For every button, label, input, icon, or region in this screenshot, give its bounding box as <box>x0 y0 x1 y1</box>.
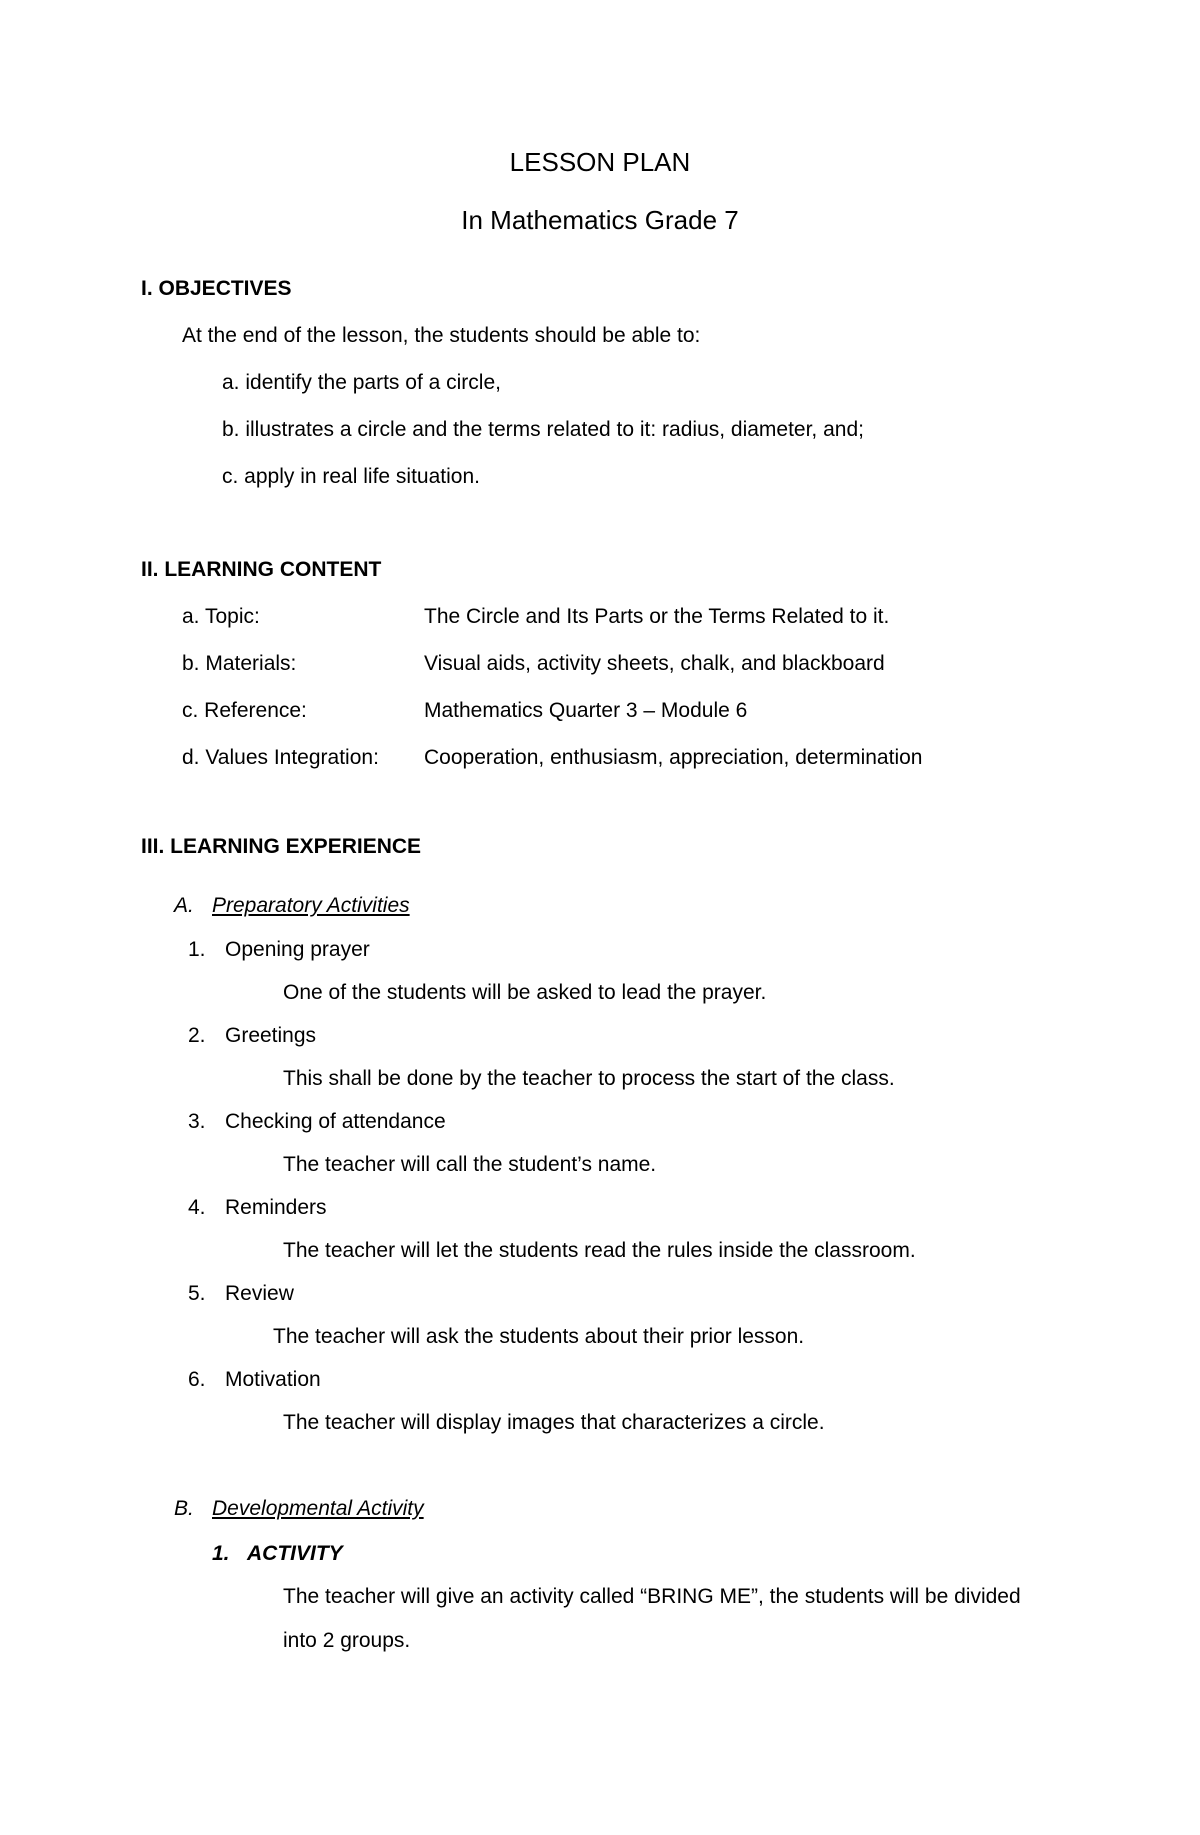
objective-item: b. illustrates a circle and the terms related to it: radius, diameter, and; <box>222 418 864 441</box>
activity-number: 4. <box>188 1196 206 1219</box>
objective-item: a. identify the parts of a circle, <box>222 371 501 394</box>
activity-number: 1. <box>188 938 206 961</box>
activity-number: 1. <box>212 1542 230 1565</box>
activity-title: Reminders <box>225 1196 327 1219</box>
activity-detail: One of the students will be asked to lead the prayer. <box>283 981 767 1004</box>
learning-content-heading: II. LEARNING CONTENT <box>141 558 382 581</box>
activity-detail: The teacher will display images that characterizes a circle. <box>283 1411 825 1434</box>
objective-item: c. apply in real life situation. <box>222 465 480 488</box>
activity-title: Opening prayer <box>225 938 370 961</box>
document-title: LESSON PLAN <box>509 147 691 177</box>
content-value-materials: Visual aids, activity sheets, chalk, and blackboard <box>424 652 885 675</box>
activity-number: 5. <box>188 1282 206 1305</box>
objectives-heading: I. OBJECTIVES <box>141 277 292 300</box>
content-value-reference: Mathematics Quarter 3 – Module 6 <box>424 699 748 722</box>
section-a-letter: A. <box>174 894 194 917</box>
content-label-topic: a. Topic: <box>182 605 260 628</box>
activity-detail: This shall be done by the teacher to process the start of the class. <box>283 1067 895 1090</box>
activity-number: 3. <box>188 1110 206 1133</box>
activity-number: 2. <box>188 1024 206 1047</box>
document-subtitle: In Mathematics Grade 7 <box>461 205 739 235</box>
activity-number: 6. <box>188 1368 206 1391</box>
content-label-reference: c. Reference: <box>182 699 307 722</box>
content-value-topic: The Circle and Its Parts or the Terms Related to it. <box>424 605 890 628</box>
learning-experience-heading: III. LEARNING EXPERIENCE <box>141 835 422 858</box>
activity-detail: The teacher will call the student’s name. <box>283 1153 657 1176</box>
activity-title: Checking of attendance <box>225 1110 446 1133</box>
section-b-letter: B. <box>174 1497 194 1520</box>
content-label-materials: b. Materials: <box>182 652 297 675</box>
objectives-intro: At the end of the lesson, the students should be able to: <box>182 324 701 347</box>
section-b-title: Developmental Activity <box>212 1497 424 1520</box>
activity-title: Review <box>225 1282 294 1305</box>
activity-title: Greetings <box>225 1024 317 1047</box>
activity-detail: The teacher will let the students read the rules inside the classroom. <box>283 1239 916 1262</box>
activity-detail: The teacher will give an activity called “BRING ME”, the students will be divided <box>283 1585 1021 1608</box>
activity-detail: into 2 groups. <box>283 1629 411 1652</box>
activity-detail: The teacher will ask the students about their prior lesson. <box>273 1325 805 1348</box>
content-value-values: Cooperation, enthusiasm, appreciation, determination <box>424 746 923 769</box>
activity-title: ACTIVITY <box>247 1542 343 1565</box>
activity-title: Motivation <box>225 1368 321 1391</box>
section-a-title: Preparatory Activities <box>212 894 410 917</box>
content-label-values: d. Values Integration: <box>182 746 379 769</box>
